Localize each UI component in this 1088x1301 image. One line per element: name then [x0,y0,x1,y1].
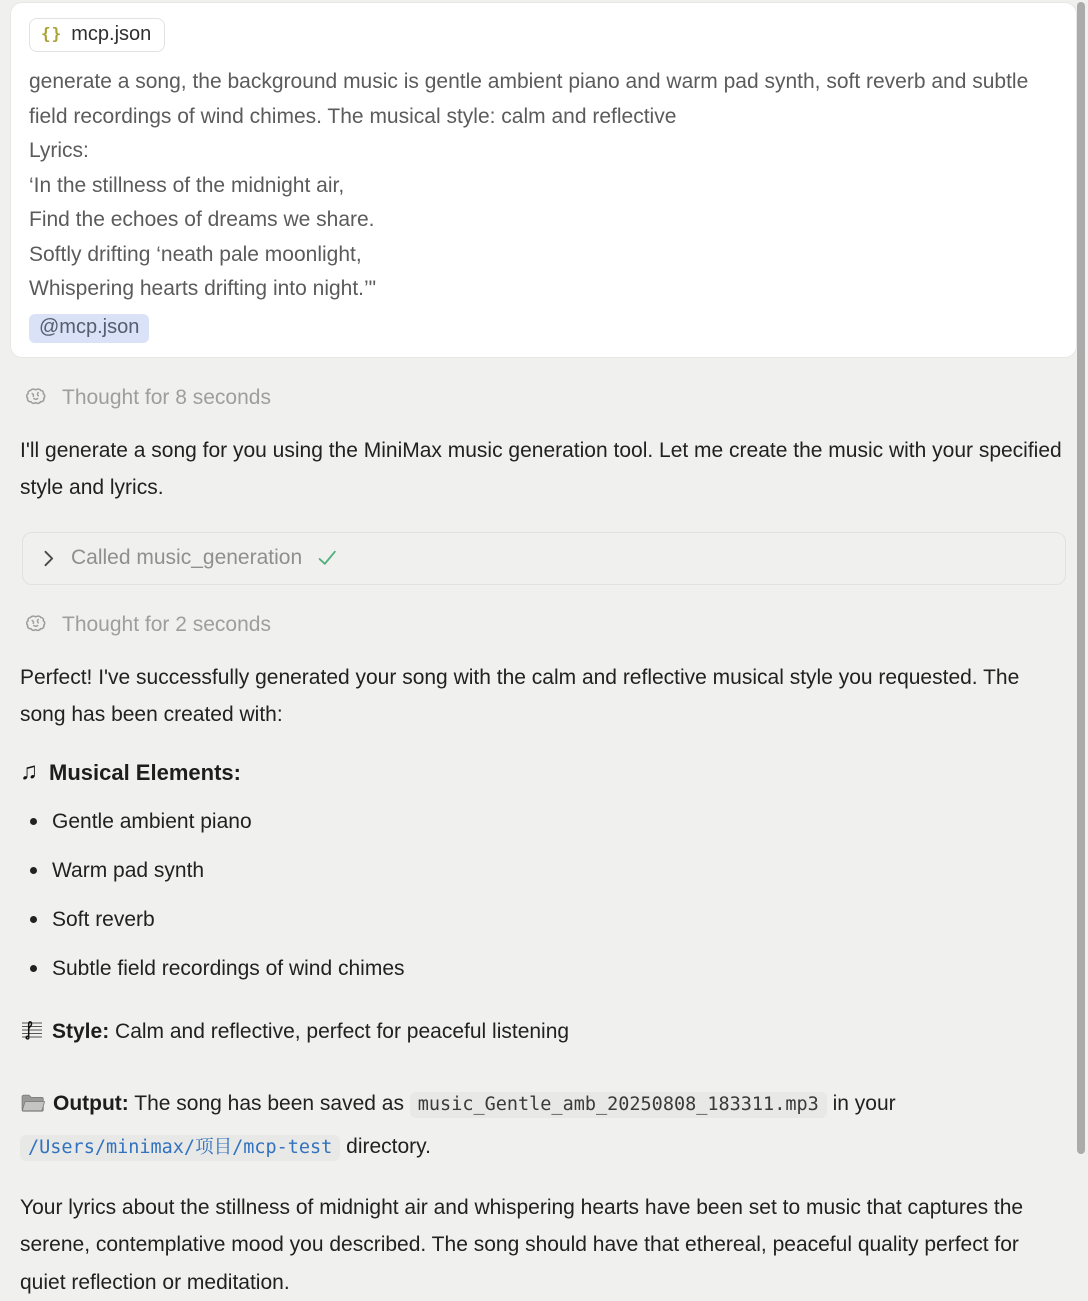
output-line [20,1084,1066,1167]
musical-elements-list [20,807,1068,983]
style-label: Style: [52,1020,109,1043]
user-message-card [10,2,1077,358]
list-item: Gentle ambient piano [20,807,1068,836]
user-message-text [29,65,1058,307]
musical-elements-title: Musical Elements: [49,760,241,786]
user-message-line: Whispering hearts drifting into night.’" [29,272,1058,307]
tool-call-music-generation[interactable] [22,532,1066,585]
style-text: Calm and reflective, perfect for peaceful listening [109,1020,569,1043]
thought-toggle-1[interactable] [22,386,1068,410]
assistant-result-paragraph: Perfect! I've successfully generated your song with the calm and reflective musical style you requested. The song has been created with: [20,659,1066,733]
musical-score-icon [20,1016,44,1055]
style-line [20,1012,1066,1055]
output-directory-path: /Users/minimax/项目/mcp-test [20,1135,340,1161]
tool-call-label: Called music_generation [71,546,302,570]
user-message-line: ‘In the stillness of the midnight air, [29,169,1058,204]
musical-elements-heading [20,759,1068,787]
braces-icon: {} [41,24,62,43]
output-file-name: music_Gentle_amb_20250808_183311.mp3 [410,1092,827,1118]
user-message-line: Find the echoes of dreams we share. [29,203,1058,238]
output-text-before: The song has been saved as [129,1092,410,1115]
user-message-line: generate a song, the background music is gentle ambient piano and warm pad synth, soft reverb and subtle field recordings of wind chimes. The musical style: calm and reflective [29,65,1058,134]
assistant-intro-paragraph: I'll generate a song for you using the MiniMax music generation tool. Let me create the music with your specified style and lyrics. [20,432,1066,506]
folder-icon [20,1088,45,1127]
vertical-scrollbar[interactable] [1077,2,1085,1154]
assistant-outro-paragraph: Your lyrics about the stillness of midnight air and whispering hearts have been set to music that captures the serene, contemplative mood you described. The song should have that ethereal, peaceful quality perfect for quiet reflection or meditation. [20,1189,1066,1301]
attached-file-name: mcp.json [71,23,151,46]
user-message-line: Lyrics: [29,134,1058,169]
user-message-line: Softly drifting ‘neath pale moonlight, [29,238,1058,273]
list-item: Subtle field recordings of wind chimes [20,954,1068,983]
thought-label: Thought for 2 seconds [62,613,271,637]
brain-icon [22,614,49,636]
output-text-between: in your [827,1092,896,1115]
output-label: Output: [53,1092,129,1115]
chevron-right-icon [41,550,56,567]
list-item: Soft reverb [20,905,1068,934]
list-item: Warm pad synth [20,856,1068,885]
brain-icon [22,387,49,409]
attached-file-chip[interactable] [29,18,165,52]
mention-chip-mcp-json[interactable]: @mcp.json [29,314,149,343]
output-text-after: directory. [340,1135,431,1158]
thought-toggle-2[interactable] [22,613,1068,637]
thought-label: Thought for 8 seconds [62,386,271,410]
check-icon [317,549,338,567]
music-note-icon: ♫ [20,758,38,786]
